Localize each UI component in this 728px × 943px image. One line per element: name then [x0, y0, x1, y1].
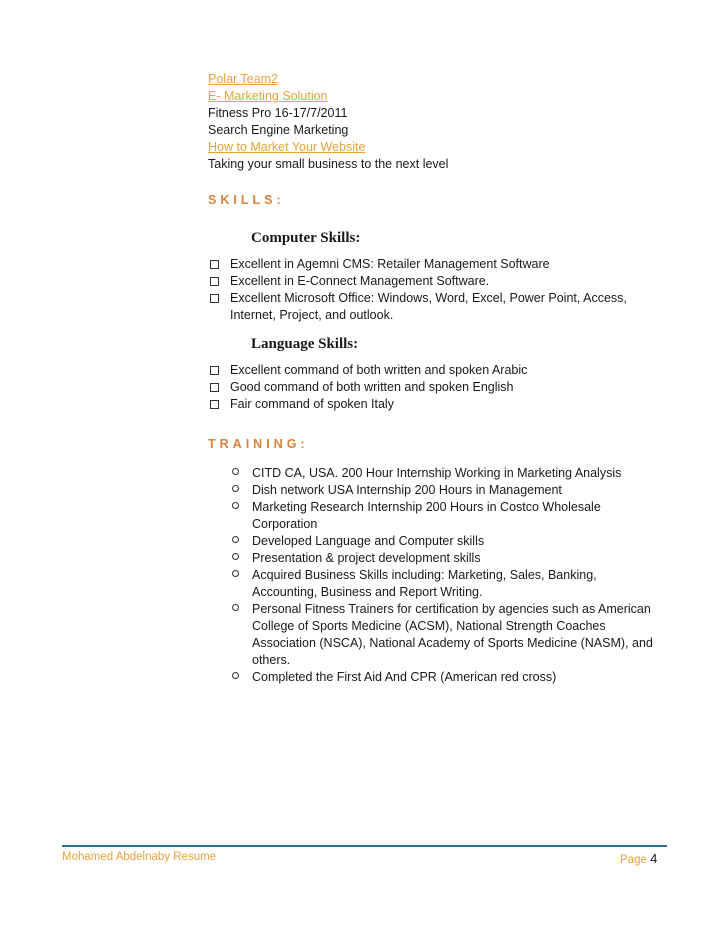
resume-content: [208, 71, 663, 686]
footer-title: Mohamed Abdelnaby Resume: [62, 851, 217, 863]
list-item: Dish network USA Internship 200 Hours in Management: [230, 482, 663, 499]
circle-bullet-icon: [232, 502, 239, 509]
list-item: Excellent command of both written and spoken Arabic: [208, 362, 663, 379]
circle-bullet-icon: [232, 485, 239, 492]
market-website-link[interactable]: How to Market Your Website: [208, 140, 366, 154]
list-item: Presentation & project development skills: [230, 550, 663, 567]
checkbox-square-icon: [210, 400, 219, 409]
top-lines: [208, 71, 663, 173]
page-number-label: Page 4: [620, 851, 658, 866]
footer-divider: [62, 845, 667, 847]
training-heading: TRAINING:: [208, 437, 309, 451]
fitness-pro-text: Fitness Pro 16-17/7/2011: [208, 106, 348, 120]
circle-bullet-icon: [232, 468, 239, 475]
language-skills-list: [208, 362, 663, 413]
checkbox-square-icon: [210, 260, 219, 269]
small-business-text: Taking your small business to the next level: [208, 157, 449, 171]
checkbox-square-icon: [210, 366, 219, 375]
list-item: Completed the First Aid And CPR (American red cross): [230, 669, 663, 686]
checkbox-square-icon: [210, 294, 219, 303]
circle-bullet-icon: [232, 604, 239, 611]
circle-bullet-icon: [232, 536, 239, 543]
checkbox-square-icon: [210, 383, 219, 392]
circle-bullet-icon: [232, 672, 239, 679]
list-item: Marketing Research Internship 200 Hours in Costco Wholesale Corporation: [230, 499, 663, 533]
circle-bullet-icon: [232, 570, 239, 577]
polar-team-link[interactable]: Polar Team2: [208, 72, 278, 86]
list-item: Personal Fitness Trainers for certification by agencies such as American College of Sports Medicine (ACSM), National Strength Coaches Association (NSCA), National Academy of Sports Medicine (NASM), and others.: [230, 601, 663, 669]
list-item: Excellent in Agemni CMS: Retailer Management Software: [208, 256, 663, 273]
list-item: CITD CA, USA. 200 Hour Internship Working in Marketing Analysis: [230, 465, 663, 482]
computer-skills-list: [208, 256, 663, 324]
computer-skills-heading: Computer Skills:: [251, 230, 361, 246]
list-item: Acquired Business Skills including: Marketing, Sales, Banking, Accounting, Business and Report Writing.: [230, 567, 663, 601]
training-list: [208, 465, 663, 686]
list-item: Developed Language and Computer skills: [230, 533, 663, 550]
circle-bullet-icon: [232, 553, 239, 560]
list-item: Excellent in E-Connect Management Software.: [208, 273, 663, 290]
page-number: 4: [650, 851, 658, 866]
language-skills-heading: Language Skills:: [251, 336, 359, 352]
e-marketing-link[interactable]: E- Marketing Solution: [208, 89, 328, 103]
skills-heading: SKILLS:: [208, 193, 285, 207]
list-item: Excellent Microsoft Office: Windows, Word, Excel, Power Point, Access, Internet, Project, and outlook.: [208, 290, 663, 324]
checkbox-square-icon: [210, 277, 219, 286]
list-item: Fair command of spoken Italy: [208, 396, 663, 413]
search-engine-text: Search Engine Marketing: [208, 123, 349, 137]
list-item: Good command of both written and spoken English: [208, 379, 663, 396]
